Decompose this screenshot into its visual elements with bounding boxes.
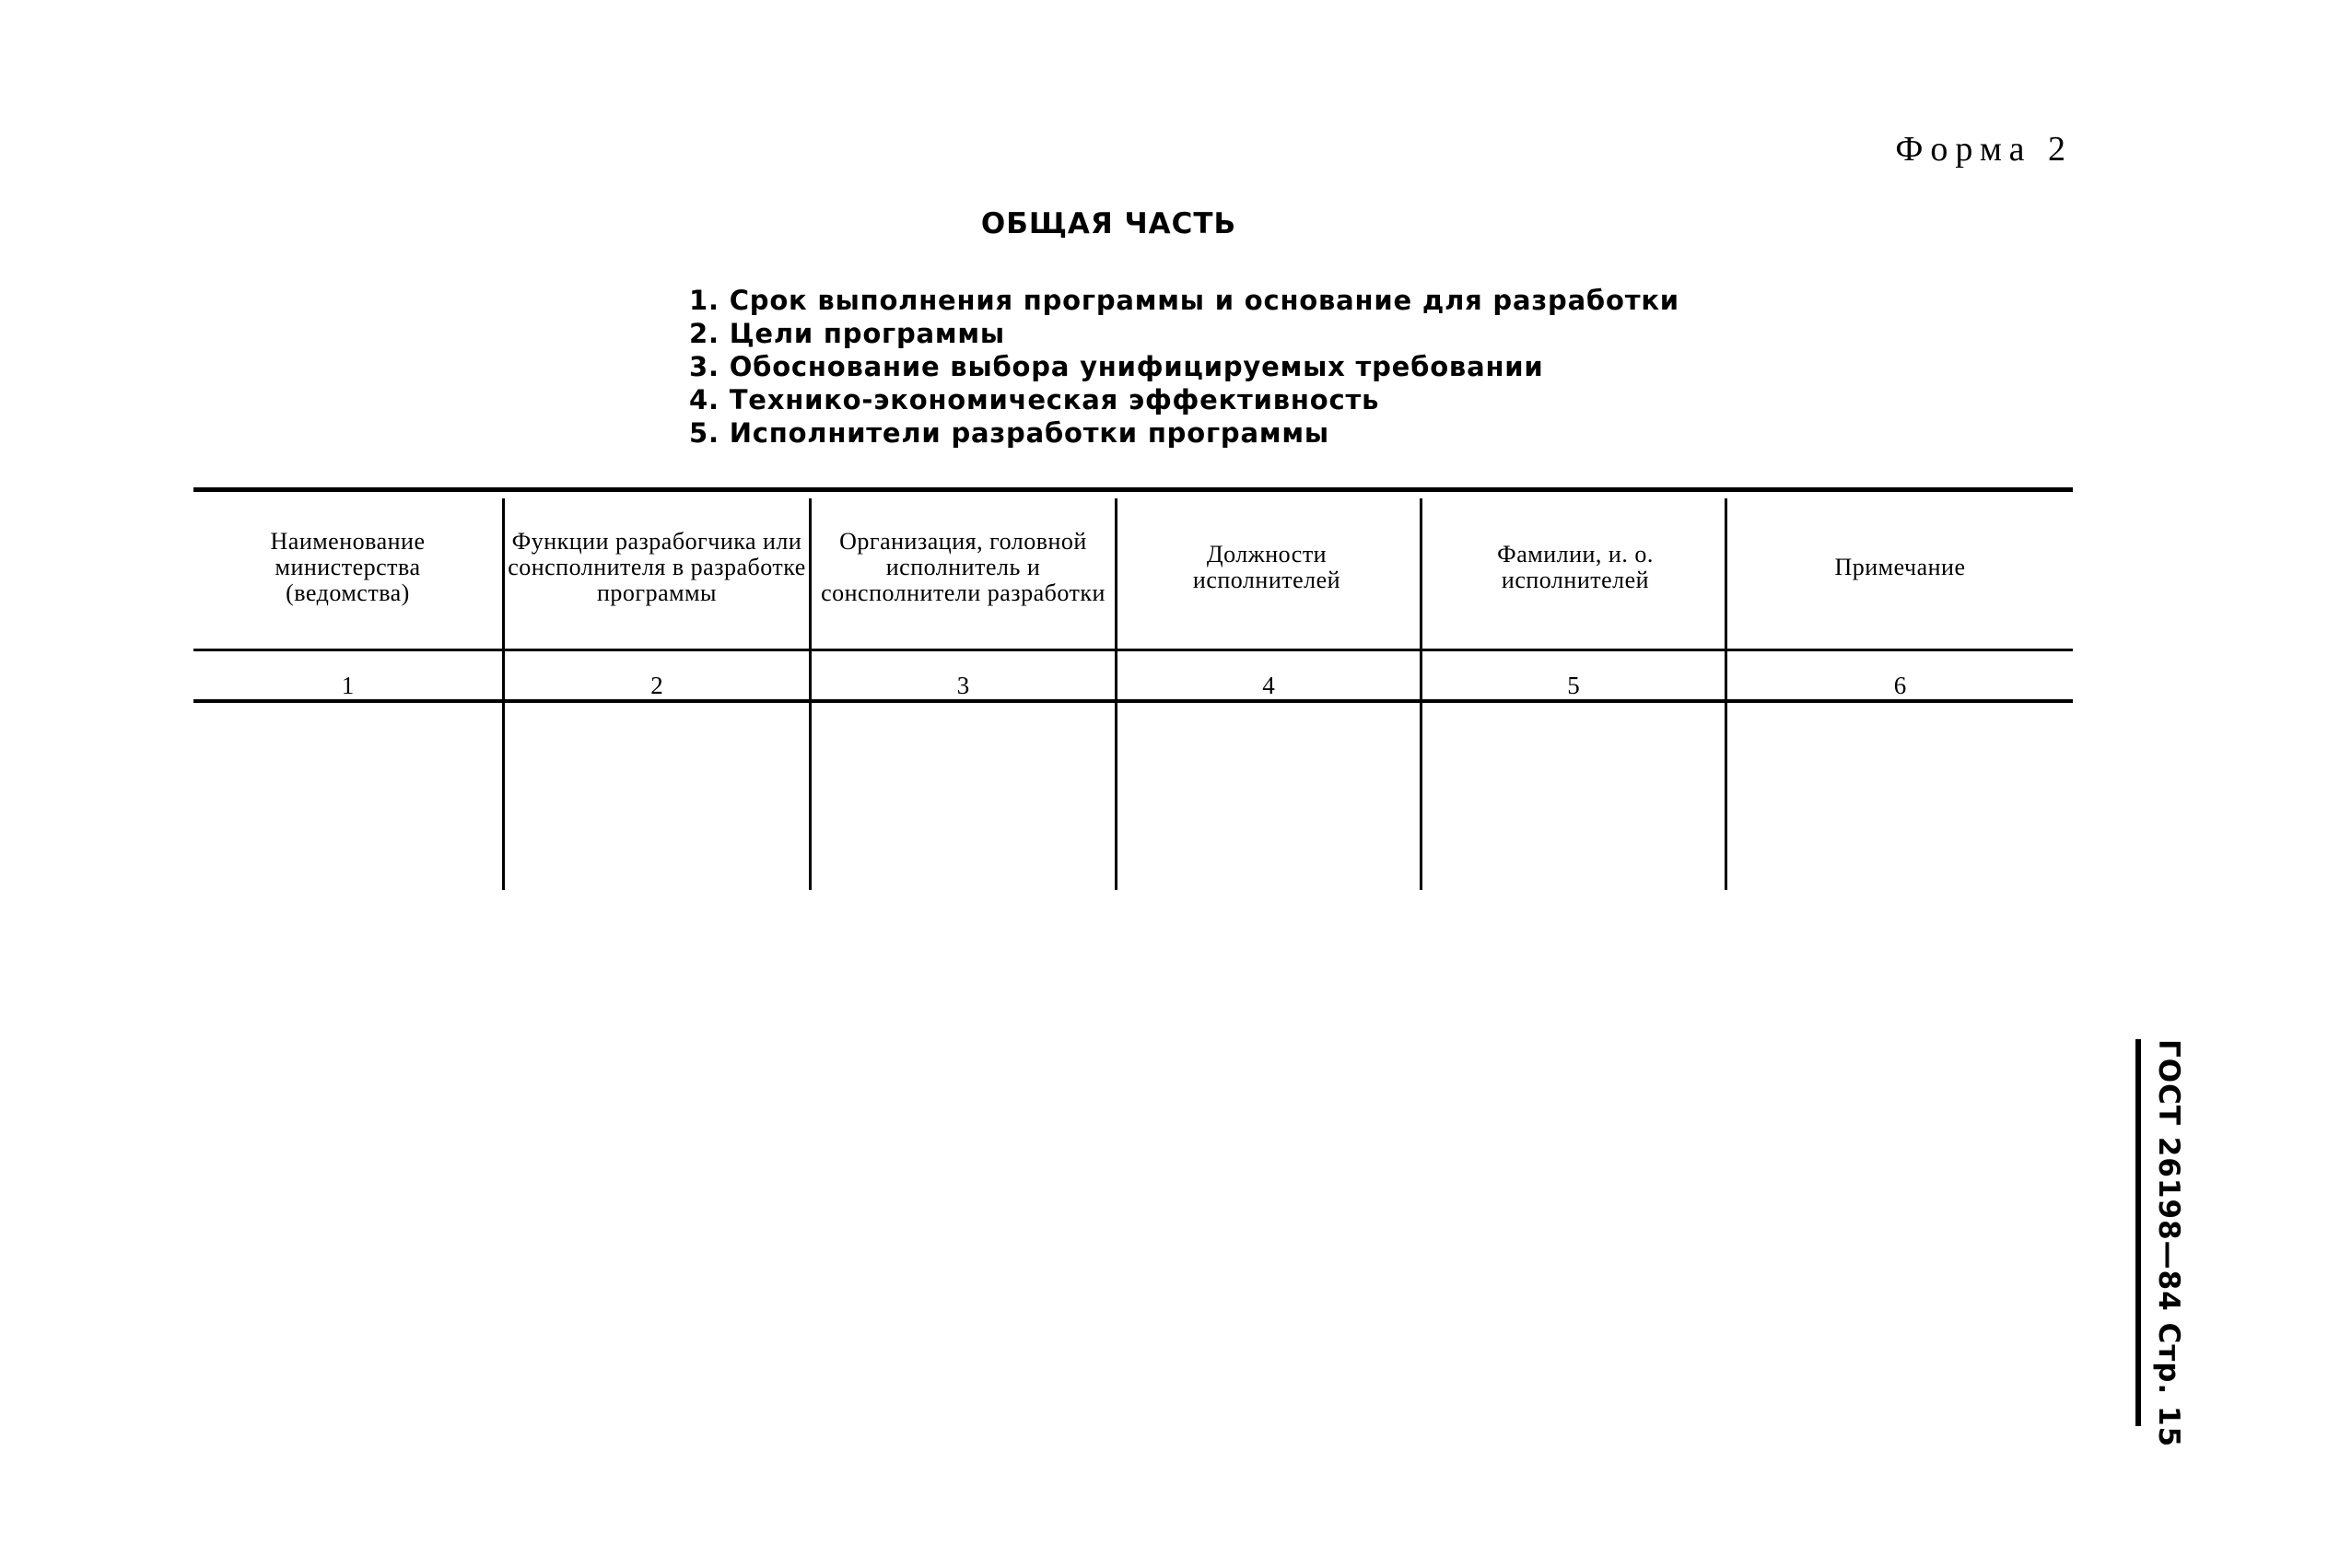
form-label: Форма 2 bbox=[1895, 130, 2073, 169]
column-number: 6 bbox=[1893, 671, 1907, 699]
list-item: 2. Цели программы bbox=[689, 318, 1005, 349]
column-number: 3 bbox=[956, 671, 970, 699]
column-header-functions: Функции разрабогчика или сонсполнителя в разработке программы bbox=[508, 528, 806, 606]
column-header-names: Фамилии, и. о. исполнителей bbox=[1497, 541, 1654, 593]
list-item: 1. Срок выполнения программы и основание для разработки bbox=[689, 285, 1679, 316]
section-title: ОБЩАЯ ЧАСТЬ bbox=[980, 207, 1237, 240]
footer-rule bbox=[2135, 1039, 2141, 1426]
column-header-note: Примечание bbox=[1834, 554, 1966, 580]
table-top-rule bbox=[193, 487, 2073, 492]
column-header-positions: Должности исполнителей bbox=[1192, 541, 1341, 593]
form-table bbox=[193, 487, 2073, 902]
page-footer-vertical bbox=[2135, 1039, 2185, 1448]
section-items-list bbox=[689, 284, 1679, 450]
header-bottom-rule bbox=[193, 649, 2073, 651]
footer-text: ГОСТ 26198—84 Стр. 15 bbox=[2152, 1039, 2185, 1448]
column-number: 5 bbox=[1567, 671, 1580, 699]
list-item: 5. Исполнители разработки программы bbox=[689, 417, 1329, 449]
column-number: 1 bbox=[341, 671, 355, 699]
list-item: 3. Обоснование выбора унифицируемых требовании bbox=[689, 351, 1544, 382]
column-header-organization: Организация, головной исполнитель и сонсполнители разработки bbox=[821, 528, 1106, 606]
column-header-ministry: Наименование министерства (ведомства) bbox=[270, 528, 426, 606]
column-number: 4 bbox=[1262, 671, 1275, 699]
column-number: 2 bbox=[650, 671, 663, 699]
list-item: 4. Технико-экономическая эффективность bbox=[689, 384, 1380, 415]
